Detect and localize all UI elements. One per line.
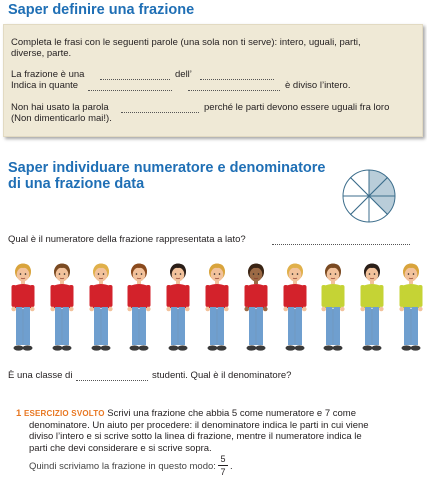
blank-4[interactable]: [188, 90, 280, 91]
blank-5[interactable]: [121, 112, 199, 113]
fraction-line: [218, 465, 228, 466]
student-figure: [396, 262, 426, 354]
students-count-blank[interactable]: [76, 380, 148, 381]
students-row: [0, 262, 427, 357]
numerator-question: Qual è il numeratore della frazione rappresentata a lato?: [8, 234, 246, 245]
sentence-3-note: (Non dimenticarlo mai!).: [11, 113, 112, 124]
sentence-3-start: Non hai usato la parola: [11, 102, 109, 113]
numerator-answer-blank[interactable]: [272, 244, 410, 245]
section-title-line-2: di una frazione data: [8, 176, 145, 192]
section-title-line-1: Saper individuare numeratore e denominatore: [8, 160, 326, 176]
student-figure: [280, 262, 310, 354]
exercise-line-2: denominatore. Un aiuto per procedere: il denominatore indica le parti in cui viene: [29, 419, 369, 431]
student-figure: [318, 262, 348, 354]
exercise-label: ESERCIZIO SVOLTO: [23, 409, 105, 418]
class-sentence-end: studenti. Qual è il denominatore?: [152, 370, 292, 381]
exercise-number: 1: [16, 408, 22, 419]
student-figure: [86, 262, 116, 354]
student-figure: [241, 262, 271, 354]
student-figure: [8, 262, 38, 354]
section-title-definire: Saper definire una frazione: [8, 2, 195, 18]
sentence-2-start: Indica in quante: [11, 80, 79, 91]
blank-3[interactable]: [88, 90, 172, 91]
instruction-line-2: diverse, parte.: [11, 48, 72, 59]
student-figure: [124, 262, 154, 354]
student-figure: [163, 262, 193, 354]
class-sentence-start: È una classe di: [8, 370, 73, 381]
answer-suffix: .: [230, 461, 233, 472]
student-figure: [357, 262, 387, 354]
sentence-3-end: perché le parti devono essere uguali fra loro: [204, 102, 390, 113]
sentence-1-mid: dell’: [175, 69, 192, 80]
answer-prefix: Quindi scriviamo la frazione in questo modo:: [29, 461, 216, 472]
fraction-numerator: 5: [220, 454, 226, 464]
sentence-1-start: La frazione è una: [11, 69, 85, 80]
exercise-box: [3, 24, 423, 137]
exercise-line-4: parti che devi considerare e si scrive sopra.: [29, 442, 212, 454]
exercise-line-1: Scrivi una frazione che abbia 5 come numeratore e 7 come: [107, 408, 356, 419]
blank-1[interactable]: [100, 79, 170, 80]
student-figure: [47, 262, 77, 354]
fraction-denominator: 7: [220, 467, 226, 477]
fraction-pie-chart: [341, 168, 397, 224]
student-figure: [202, 262, 232, 354]
blank-2[interactable]: [200, 79, 274, 80]
section-title-individuare: [8, 160, 328, 192]
sentence-2-end: è diviso l’intero.: [285, 80, 351, 91]
instruction-line-1: Completa le frasi con le seguenti parole (una sola non ti serve): intero, uguali, parti,: [11, 37, 361, 48]
exercise-line-3: diviso l’intero e si scrive sotto la linea di frazione, mentre il numeratore indica le: [29, 431, 362, 442]
exercise-paragraph: [16, 408, 411, 454]
